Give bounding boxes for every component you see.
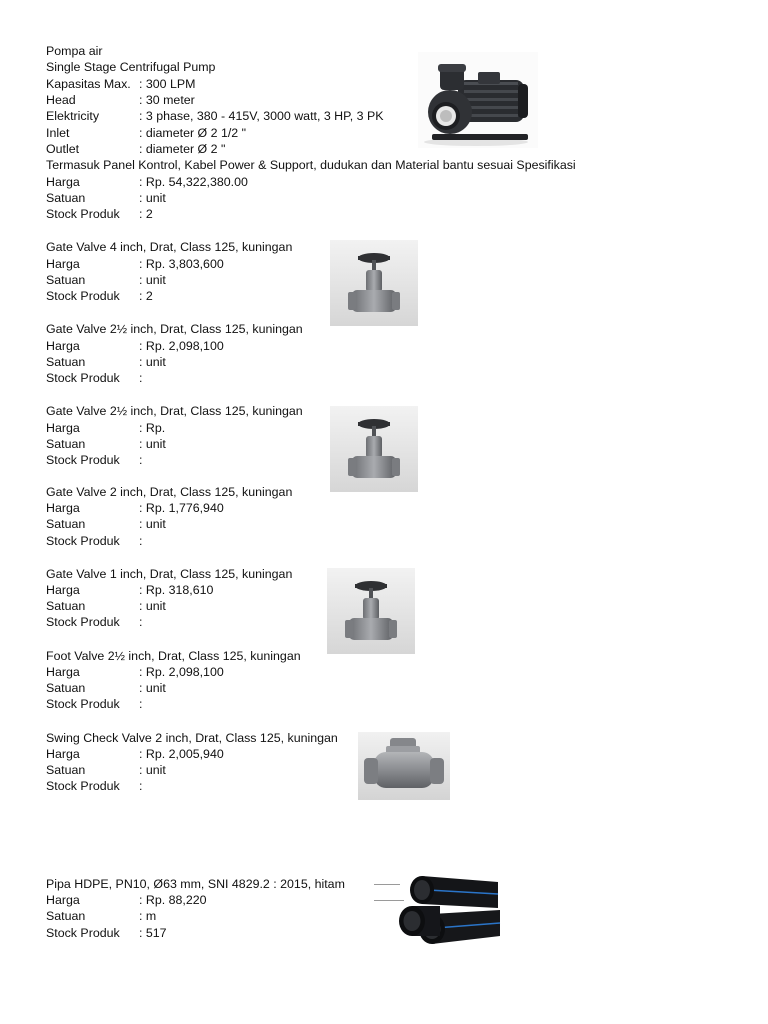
harga-label: Harga (46, 339, 80, 353)
satuan-label: Satuan (46, 517, 86, 531)
pump-spec-value: : diameter Ø 2 " (139, 142, 226, 156)
satuan-label: Satuan (46, 909, 86, 923)
pump-note: Termasuk Panel Kontrol, Kabel Power & Support, dudukan dan Material bantu sesuai Spesifikasi (46, 158, 576, 172)
stock-value: : (139, 453, 143, 467)
stock-value: : (139, 615, 143, 629)
pump-spec-value: : 300 LPM (139, 77, 196, 91)
satuan-value: : unit (139, 355, 166, 369)
harga-value: : Rp. 3,803,600 (139, 257, 224, 271)
satuan-value: : unit (139, 681, 166, 695)
harga-value: : Rp. 2,098,100 (139, 665, 224, 679)
satuan-label: Satuan (46, 763, 86, 777)
satuan-value: : unit (139, 437, 166, 451)
stock-label: Stock Produk (46, 926, 120, 940)
stock-label: Stock Produk (46, 697, 120, 711)
stock-value: : (139, 534, 143, 548)
pump-spec-value: : 3 phase, 380 - 415V, 3000 watt, 3 HP, 3 PK (139, 109, 384, 123)
stock-label: Stock Produk (46, 779, 120, 793)
harga-label: Harga (46, 665, 80, 679)
stock-label: Stock Produk (46, 453, 120, 467)
product-title: Gate Valve 1 inch, Drat, Class 125, kuningan (46, 567, 293, 581)
pump-stock-value: : 2 (139, 207, 153, 221)
satuan-value: : unit (139, 763, 166, 777)
stock-value: : (139, 697, 143, 711)
harga-label: Harga (46, 893, 80, 907)
satuan-value: : unit (139, 517, 166, 531)
pump-title: Pompa air (46, 44, 103, 58)
gate-valve-icon (327, 568, 415, 654)
pump-spec-label: Head (46, 93, 76, 107)
harga-value: : Rp. 1,776,940 (139, 501, 224, 515)
pipe-satuan-value: : m (139, 909, 157, 923)
stock-label: Stock Produk (46, 371, 120, 385)
gate-valve-icon (330, 240, 418, 326)
product-title: Gate Valve 2½ inch, Drat, Class 125, kuningan (46, 322, 303, 336)
swing-check-valve-icon (358, 732, 450, 800)
satuan-value: : unit (139, 599, 166, 613)
stock-label: Stock Produk (46, 534, 120, 548)
harga-label: Harga (46, 501, 80, 515)
product-title: Foot Valve 2½ inch, Drat, Class 125, kuningan (46, 649, 301, 663)
stock-value: : 2 (139, 289, 153, 303)
pump-spec-label: Kapasitas Max. (46, 77, 131, 91)
harga-label: Harga (46, 175, 80, 189)
pump-satuan-value: : unit (139, 191, 166, 205)
product-title: Swing Check Valve 2 inch, Drat, Class 125, kuningan (46, 731, 338, 745)
satuan-label: Satuan (46, 273, 86, 287)
pump-harga-value: : Rp. 54,322,380.00 (139, 175, 248, 189)
stock-label: Stock Produk (46, 615, 120, 629)
satuan-label: Satuan (46, 355, 86, 369)
satuan-label: Satuan (46, 599, 86, 613)
harga-label: Harga (46, 421, 80, 435)
pump-subtitle: Single Stage Centrifugal Pump (46, 60, 216, 74)
pump-spec-value: : 30 meter (139, 93, 195, 107)
product-title: Gate Valve 4 inch, Drat, Class 125, kuningan (46, 240, 293, 254)
pump-spec-label: Outlet (46, 142, 80, 156)
harga-label: Harga (46, 747, 80, 761)
hdpe-pipe-icon (370, 870, 504, 956)
product-title: Gate Valve 2 inch, Drat, Class 125, kuningan (46, 485, 293, 499)
pump-spec-label: Inlet (46, 126, 70, 140)
satuan-label: Satuan (46, 437, 86, 451)
harga-label: Harga (46, 257, 80, 271)
pump-spec-value: : diameter Ø 2 1/2 " (139, 126, 247, 140)
harga-value: : Rp. (139, 421, 166, 435)
harga-label: Harga (46, 583, 80, 597)
product-title: Gate Valve 2½ inch, Drat, Class 125, kuningan (46, 404, 303, 418)
harga-value: : Rp. 318,610 (139, 583, 214, 597)
satuan-label: Satuan (46, 681, 86, 695)
centrifugal-pump-icon (418, 52, 538, 148)
pipe-harga-value: : Rp. 88,220 (139, 893, 207, 907)
satuan-value: : unit (139, 273, 166, 287)
product-title: Pipa HDPE, PN10, Ø63 mm, SNI 4829.2 : 2015, hitam (46, 877, 345, 891)
stock-value: : (139, 371, 143, 385)
gate-valve-icon (330, 406, 418, 492)
stock-label: Stock Produk (46, 207, 120, 221)
pipe-stock-value: : 517 (139, 926, 167, 940)
stock-value: : (139, 779, 143, 793)
pump-spec-label: Elektricity (46, 109, 100, 123)
harga-value: : Rp. 2,005,940 (139, 747, 224, 761)
stock-label: Stock Produk (46, 289, 120, 303)
harga-value: : Rp. 2,098,100 (139, 339, 224, 353)
satuan-label: Satuan (46, 191, 86, 205)
